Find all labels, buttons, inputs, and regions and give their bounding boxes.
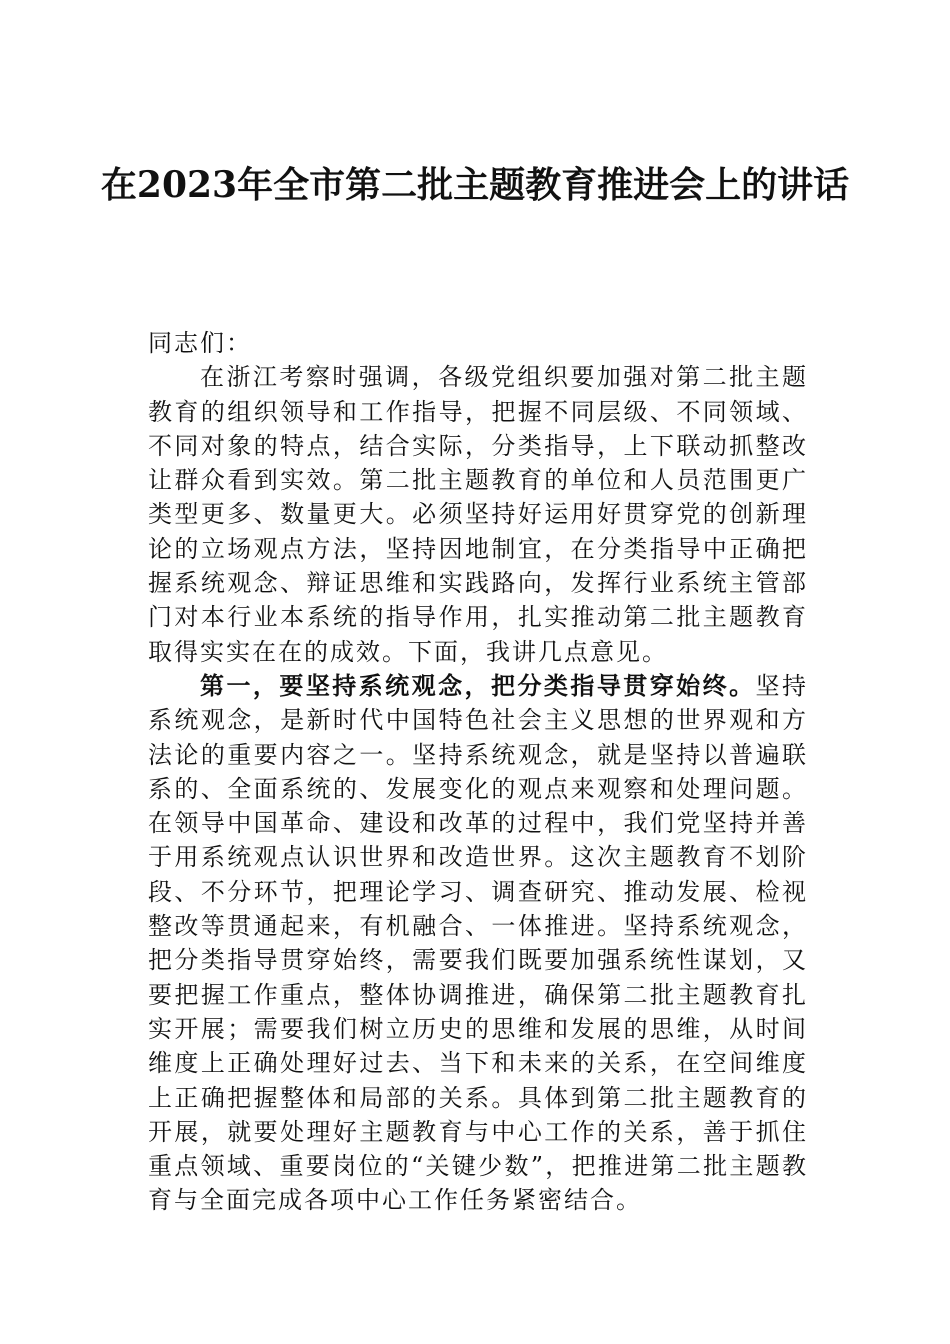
document-title: 在2023年全市第二批主题教育推进会上的讲话	[100, 164, 850, 206]
salutation: 同志们：	[148, 329, 252, 357]
paragraph-first-point	[148, 669, 808, 1218]
paragraph-intro: 在浙江考察时强调，各级党组织要加强对第二批主题教育的组织领导和工作指导，把握不同层级、不同领域、不同对象的特点，结合实际，分类指导，上下联动抓整改让群众看到实效。第二批主题教育的单位和人员范围更广类型更多、数量更大。必须坚持好运用好贯穿党的创新理论的立场观点方法，坚持因地制宜，在分类指导中正确把握系统观念、辩证思维和实践路向，发挥行业系统主管部门对本行业本系统的指导作用，扎实推动第二批主题教育取得实实在在的成效。下面，我讲几点意见。	[148, 363, 808, 666]
first-point-text: 坚持系统观念，是新时代中国特色社会主义思想的世界观和方法论的重要内容之一。坚持系统观念，就是坚持以普遍联系的、全面系统的、发展变化的观点来观察和处理问题。在领导中国革命、建设和改革的过程中，我们党坚持并善于用系统观点认识世界和改造世界。这次主题教育不划阶段、不分环节，把理论学习、调查研究、推动发展、检视整改等贯通起来，有机融合、一体推进。坚持系统观念，把分类指导贯穿始终，需要我们既要加强系统性谋划，又要把握工作重点，整体协调推进，确保第二批主题教育扎实开展；需要我们树立历史的思维和发展的思维，从时间维度上正确处理好过去、当下和未来的关系，在空间维度上正确把握整体和局部的关系。具体到第二批主题教育的开展，就要处理好主题教育与中心工作的关系，善于抓住重点领域、重要岗位的“关键少数”，把推进第二批主题教育与全面完成各项中心工作任务紧密结合。	[148, 671, 809, 1215]
document-body	[148, 326, 808, 1218]
first-point-heading: 第一，要坚持系统观念，把分类指导贯穿始终。	[200, 670, 756, 700]
